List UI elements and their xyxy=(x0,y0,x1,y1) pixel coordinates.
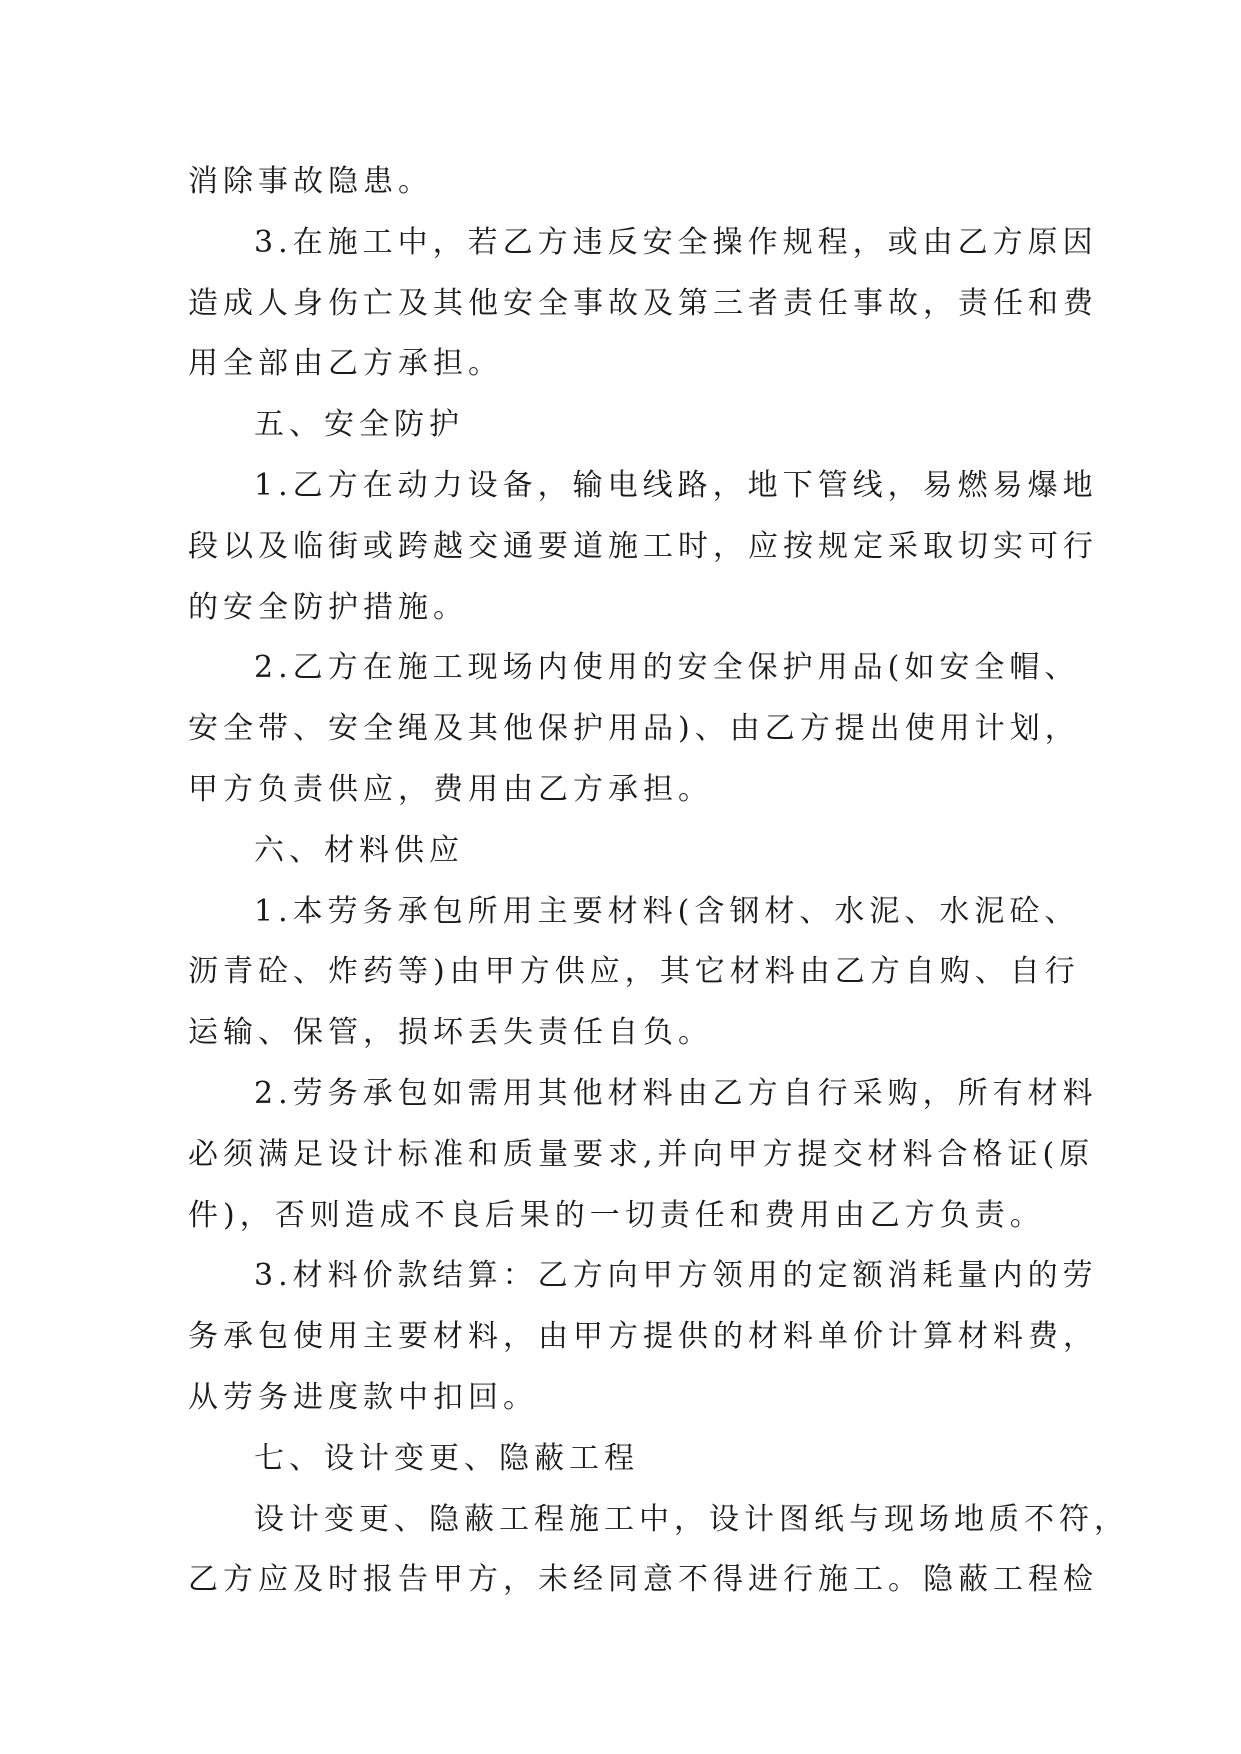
text-line: 沥青砼、炸药等)由甲方供应，其它材料由乙方自购、自行 xyxy=(188,954,1080,990)
text-line: 安全带、安全绳及其他保护用品)、由乙方提出使用计划， xyxy=(188,711,1080,747)
text-line: 3.在施工中，若乙方违反安全操作规程，或由乙方原因 xyxy=(254,224,1098,260)
text-line: 造成人身伤亡及其他安全事故及第三者责任事故，责任和费 xyxy=(188,285,1098,321)
text-line: 3.材料价款结算：乙方向甲方领用的定额消耗量内的劳 xyxy=(254,1258,1098,1294)
section-heading: 五、安全防护 xyxy=(254,407,464,443)
text-line: 必须满足设计标准和质量要求,并向甲方提交材料合格证(原 xyxy=(188,1136,1095,1172)
text-line: 段以及临街或跨越交通要道施工时，应按规定采取切实可行 xyxy=(188,528,1098,564)
text-line: 从劳务进度款中扣回。 xyxy=(188,1379,538,1415)
text-line: 消除事故隐患。 xyxy=(188,164,433,199)
section-heading: 六、材料供应 xyxy=(254,832,464,868)
text-line: 1.本劳务承包所用主要材料(含钢材、水泥、水泥砼、 xyxy=(254,893,1080,929)
text-line: 务承包使用主要材料，由甲方提供的材料单价计算材料费， xyxy=(188,1319,1098,1355)
text-line: 的安全防护措施。 xyxy=(188,589,468,625)
text-line: 1.乙方在动力设备，输电线路，地下管线，易燃易爆地 xyxy=(254,467,1098,503)
text-line: 运输、保管，损坏丢失责任自负。 xyxy=(188,1015,713,1051)
text-line: 2.劳务承包如需用其他材料由乙方自行采购，所有材料 xyxy=(254,1075,1098,1111)
document-body xyxy=(188,152,1129,1611)
text-line: 设计变更、隐蔽工程施工中，设计图纸与现场地质不符， xyxy=(254,1501,1129,1537)
section-heading: 七、设计变更、隐蔽工程 xyxy=(254,1440,639,1476)
text-line: 件)，否则造成不良后果的一切责任和费用由乙方负责。 xyxy=(188,1197,1045,1233)
text-line: 甲方负责供应，费用由乙方承担。 xyxy=(188,771,713,807)
text-line: 乙方应及时报告甲方，未经同意不得进行施工。隐蔽工程检 xyxy=(188,1562,1098,1598)
text-line: 2.乙方在施工现场内使用的安全保护用品(如安全帽、 xyxy=(254,650,1080,686)
text-line: 用全部由乙方承担。 xyxy=(188,346,503,382)
